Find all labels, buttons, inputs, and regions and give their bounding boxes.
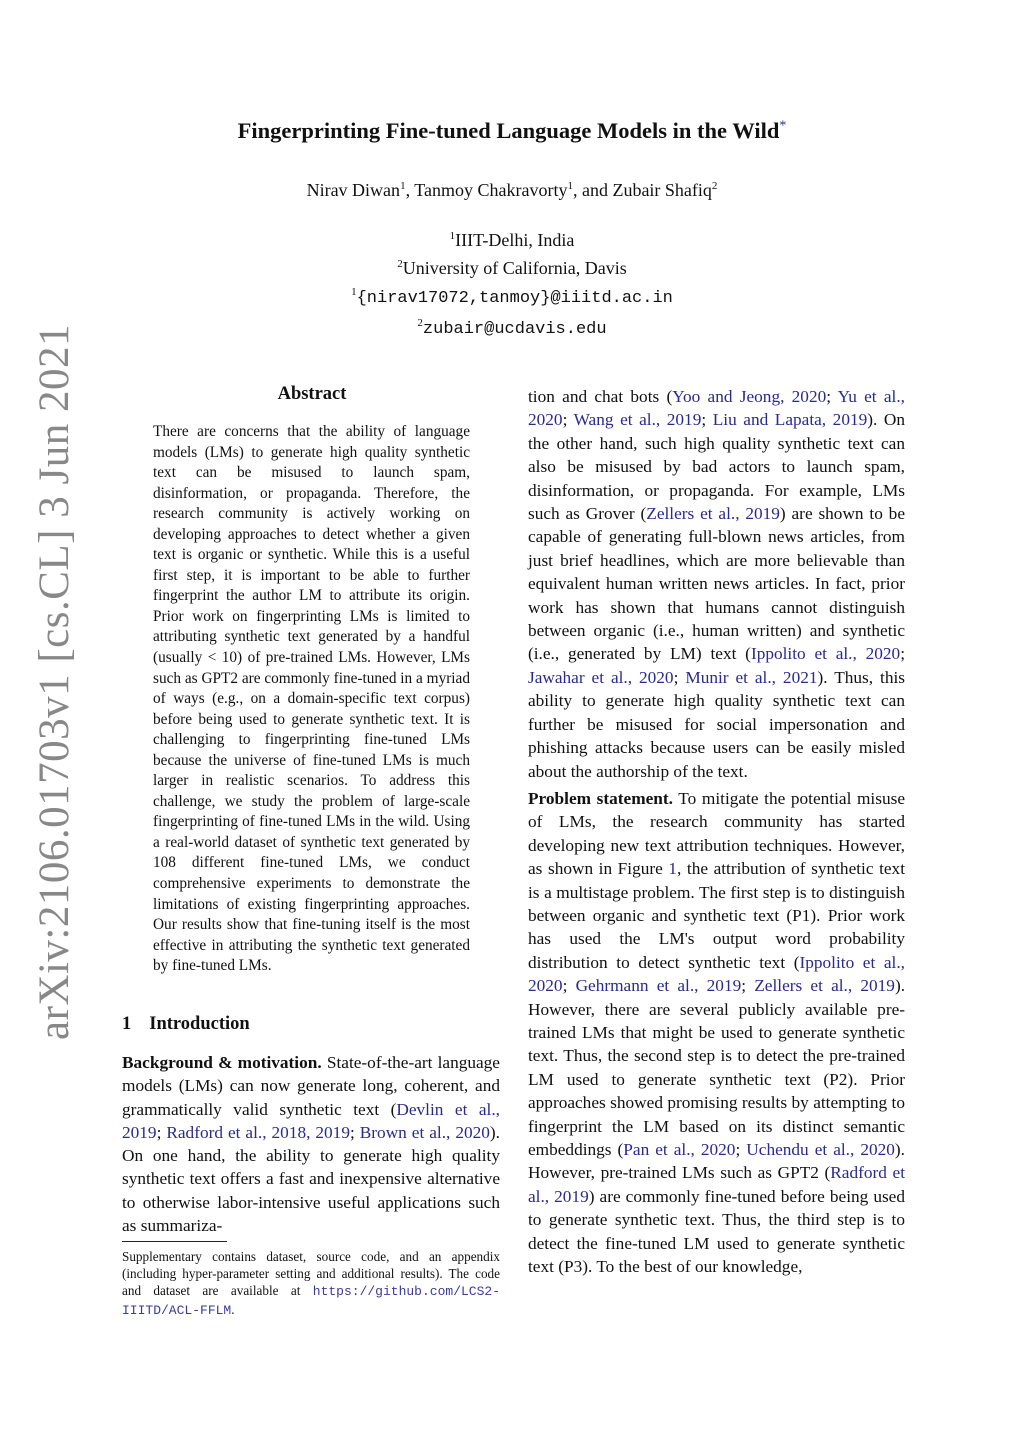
email-2 xyxy=(0,311,1024,342)
affil-text: IIIT-Delhi, India xyxy=(455,230,575,250)
arxiv-identifier: arXiv:2106.01703v1 [cs.CL] 3 Jun 2021 xyxy=(31,324,78,1040)
author-name: , Tanmoy Chakravorty xyxy=(405,180,568,200)
body-text: State-of-the-art language models (LMs) can now generate long, coherent, and grammatically valid synthetic text ( xyxy=(122,1053,500,1119)
citation-link[interactable]: Devlin et al., 2019 xyxy=(122,1099,500,1142)
citation-link[interactable]: Gehrmann et al., 2019 xyxy=(575,976,742,996)
citation-link[interactable]: Ippolito et al., 2020 xyxy=(528,952,906,996)
body-text: To mitigate the potential misuse of LMs, the research community has started developing new text attribution techniques. However, as shown in Figure xyxy=(528,788,905,879)
citation-link[interactable]: Jawahar et al., 2020 xyxy=(528,667,674,687)
body-text: ; xyxy=(562,410,574,430)
footnote-text: Supplementary contains dataset, source code, and an appendix (including hyper-parameter setting and additional results). The code and dataset are available at xyxy=(122,1249,500,1299)
body-text: ; xyxy=(741,976,755,996)
citation-link[interactable]: Liu and Lapata, 2019 xyxy=(712,410,868,430)
affiliation-2 xyxy=(0,252,1024,280)
author-affil-mark: 1 xyxy=(567,180,573,192)
citation-link[interactable]: Yu et al., 2020 xyxy=(528,387,905,430)
body-text: ; xyxy=(900,644,905,664)
intro-paragraph-left xyxy=(122,1051,500,1237)
abstract-text: There are concerns that the ability of language models (LMs) to generate high quality synthetic text can be misused to launch spam, disinformation, or propaganda. Therefore, the research community is actively working on developing approaches to detect whether a given text is organic or synthetic. While this is a useful first step, it is important to be able to further fingerprint the author LM to attribute its origin. Prior work on fingerprinting LMs is limited to attributing synthetic text generated by a handful (usually < 10) of pre-trained LMs. However, LMs such as GPT2 are commonly fine-tuned in a myriad of ways (e.g., on a domain-specific text corpus) before being used to generate synthetic text. It is challenging to fingerprinting fine-tuned LMs because the universe of fine-tuned LMs is much larger in realistic scenarios. To address this challenge, we study the problem of large-scale fingerprinting of fine-tuned LMs in the wild. Using a real-world dataset of synthetic text generated by 108 different fine-tuned LMs, we conduct comprehensive experiments to demonstrate the limitations of existing fingerprinting approaches. Our results show that fine-tuning itself is the most effective in attributing the synthetic text generated by fine-tuned LMs. xyxy=(153,423,470,975)
body-text: ). However, there are several publicly available pre-trained LMs that might be used to generate synthetic text. Thus, the second step is to detect the pre-trained LM used to generate synthetic text (P2). Prior approaches showed promising results by attempting to fingerprint the LM based on its distinct semantic embeddings ( xyxy=(528,976,906,1159)
title-footnote-mark[interactable]: * xyxy=(779,118,787,134)
body-text: ) are commonly fine-tuned before being used to generate synthetic text. Thus, the third step is to detect the fine-tuned LM used to generate synthetic text (P3). To the best of our knowledge, xyxy=(528,1186,905,1277)
section-heading xyxy=(122,1014,250,1035)
figure-link[interactable]: 1 xyxy=(668,859,678,879)
affil-mark: 1 xyxy=(351,286,357,298)
affil-mark: 2 xyxy=(397,258,403,270)
title-text: Fingerprinting Fine-tuned Language Models in the Wild xyxy=(237,118,780,143)
citation-link[interactable]: Brown et al., 2020 xyxy=(359,1122,490,1142)
author-name: , and Zubair Shafiq xyxy=(572,180,712,200)
body-text: ). On one hand, the ability to generate high quality synthetic text offers a fast and inexpensive alternative to otherwise labor-intensive useful applications such as summariza- xyxy=(122,1122,500,1236)
repository-link[interactable]: https://github.com/LCS2-IIITD/ACL-FFLM xyxy=(122,1284,500,1318)
citation-link[interactable]: Ippolito et al., 2020 xyxy=(750,644,901,664)
affil-text: University of California, Davis xyxy=(402,258,627,278)
body-text: ) are shown to be capable of generating full-blown news articles, from just brief headlines, which are more believable than equivalent human written news articles. In fact, prior work has shown that humans cannot distinguish between organic (i.e., human written) and synthetic (i.e., generated by LM) text ( xyxy=(528,504,905,664)
affil-mark: 1 xyxy=(449,230,456,242)
body-text: ; xyxy=(826,387,838,406)
citation-link[interactable]: Zellers et al., 2019 xyxy=(754,976,895,996)
body-text: ). However, pre-trained LMs such as GPT2 ( xyxy=(528,1140,905,1183)
paragraph-label: Background & motivation. xyxy=(122,1053,322,1072)
author-affil-mark: 1 xyxy=(400,180,406,192)
citation-link[interactable]: Zellers et al., 2019 xyxy=(646,504,780,524)
author-list xyxy=(0,180,1024,201)
affiliation-1 xyxy=(0,224,1024,252)
body-text: tion and chat bots ( xyxy=(528,387,673,406)
section-title: Introduction xyxy=(149,1014,250,1034)
body-text: ; xyxy=(349,1122,360,1142)
email-link[interactable]: {nirav17072,tanmoy}@iiitd.ac.in xyxy=(356,289,673,308)
citation-link[interactable]: Radford et al., 2018, 2019 xyxy=(166,1122,350,1142)
citation-link[interactable]: Munir et al., 2021 xyxy=(685,667,818,687)
intro-paragraph-right xyxy=(528,385,905,783)
affiliations xyxy=(0,224,1024,342)
paragraph-label: Problem statement. xyxy=(528,788,673,808)
footnote-text: . xyxy=(231,1301,235,1317)
citation-link[interactable]: Pan et al., 2020 xyxy=(623,1140,736,1159)
footnote-divider xyxy=(122,1241,227,1242)
abstract-heading: Abstract xyxy=(277,384,347,404)
paper-title xyxy=(0,118,1024,144)
affil-mark: 2 xyxy=(417,317,423,329)
right-column xyxy=(528,385,905,1282)
body-text: , the attribution of synthetic text is a multistage problem. The first step is to distinguish between organic and synthetic text (P1). Prior work has used the LM's output word probability distribution to detect synthetic text ( xyxy=(528,859,905,972)
body-text: ; xyxy=(156,1122,167,1142)
citation-link[interactable]: Yoo and Jeong, 2020 xyxy=(672,387,827,406)
body-text: ). On the other hand, such high quality synthetic text can also be misused by bad actors to launch spam, disinformation, or propaganda. For example, LMs such as Grover ( xyxy=(528,410,906,524)
body-text: ; xyxy=(673,667,686,687)
body-text: ; xyxy=(701,410,713,430)
email-1 xyxy=(0,280,1024,311)
author-affil-mark: 2 xyxy=(711,180,718,192)
body-text: ; xyxy=(735,1140,747,1159)
problem-statement-paragraph xyxy=(528,787,905,1279)
citation-link[interactable]: Uchendu et al., 2020 xyxy=(746,1140,895,1159)
body-text: ; xyxy=(562,976,576,996)
email-link[interactable]: zubair@ucdavis.edu xyxy=(422,320,607,339)
section-number: 1 xyxy=(122,1014,132,1034)
author-name: Nirav Diwan xyxy=(306,180,401,200)
body-text: ). Thus, this ability to generate high quality synthetic text can further be misused for social impersonation and phishing attacks because users can be easily misled about the authorship of the text. xyxy=(528,667,905,781)
citation-link[interactable]: Wang et al., 2019 xyxy=(573,410,702,430)
citation-link[interactable]: Radford et al., 2019 xyxy=(528,1163,906,1206)
footnote xyxy=(122,1248,500,1319)
